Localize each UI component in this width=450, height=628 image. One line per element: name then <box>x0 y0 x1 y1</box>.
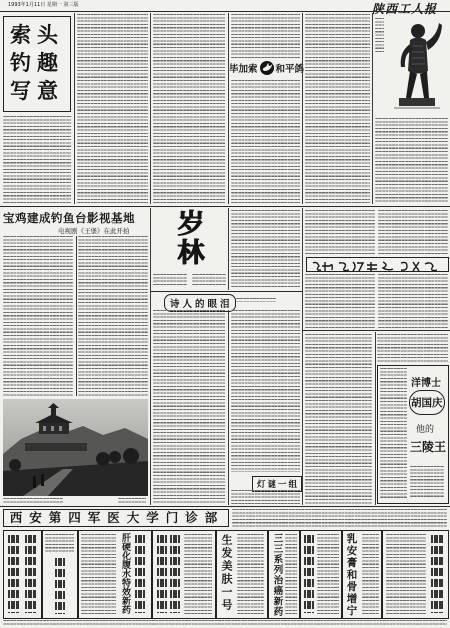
ads-rule <box>0 506 450 507</box>
date-line: 1993年1月11日 星期一 第三版 <box>8 2 79 8</box>
poet-headline: 诗人的眼泪 <box>164 294 236 312</box>
ad-text <box>81 534 116 614</box>
column-rule <box>228 13 229 204</box>
article-text <box>377 334 448 362</box>
doctor-article-text <box>380 368 407 500</box>
fishing-title-box <box>3 16 71 112</box>
column-rule <box>302 13 303 204</box>
calligraphy-banner-art <box>307 260 448 273</box>
fishing-title-row: 写意 <box>10 79 64 103</box>
picasso-headline <box>229 60 304 76</box>
doctor-feature-box <box>377 365 449 504</box>
ad-headline-art <box>8 535 19 613</box>
article-text <box>305 274 375 328</box>
column-rule <box>228 208 229 290</box>
ad-box <box>268 530 300 619</box>
ad-box <box>382 530 449 619</box>
illustration-caption <box>375 18 384 54</box>
fishing-article-text <box>3 116 71 204</box>
ad-headline-art <box>25 535 36 613</box>
ad-headline-art <box>135 535 145 613</box>
riddles-headline: 灯谜一组 <box>252 476 302 492</box>
photo-caption <box>3 498 63 503</box>
ad-box <box>152 530 216 619</box>
fishing-title-row: 钓趣 <box>10 51 64 75</box>
ad-headline-art <box>431 535 443 613</box>
column-rule <box>150 13 151 204</box>
article-text <box>378 274 448 328</box>
ad-text <box>237 534 264 614</box>
section-rule <box>150 291 302 292</box>
ad-text <box>184 534 212 614</box>
doctor-headline-4: 三陵王 <box>410 440 447 454</box>
baoji-article-text <box>78 236 148 396</box>
baoji-subhead: 电视剧《王堡》在此开拍 <box>58 227 130 235</box>
footer-line <box>3 620 447 625</box>
ad-box <box>42 530 78 619</box>
doctor-headline-1: 洋博士 <box>411 378 441 389</box>
ad-headline-art <box>304 535 314 613</box>
calligraphy-banner <box>306 257 449 272</box>
picasso-article-text <box>231 80 300 204</box>
artwork-caption <box>153 274 187 286</box>
ad-headline-art <box>55 558 65 614</box>
article-text <box>231 14 300 58</box>
column-rule <box>302 208 303 505</box>
photo-credit <box>118 498 146 503</box>
fishing-article-text <box>153 14 225 204</box>
column-rule <box>375 332 376 505</box>
cancer-ad-headline: 三三系列治癌新药 <box>271 533 283 617</box>
article-text <box>305 334 372 504</box>
ad-box <box>342 530 382 619</box>
riddles-text <box>231 490 300 504</box>
ad-text <box>317 534 339 614</box>
fishing-title-row: 索头 <box>10 23 64 47</box>
ad-text <box>386 534 426 614</box>
poet-article-text <box>153 310 225 504</box>
poet-article-text <box>231 310 300 472</box>
doctor-headline-3: 他的 <box>416 425 435 435</box>
header-rule <box>0 11 450 12</box>
clinic-contact <box>232 509 447 527</box>
article-text <box>231 210 300 288</box>
ad-headline-art <box>157 535 167 613</box>
column-rule <box>228 310 229 505</box>
ad-text <box>285 534 297 614</box>
poet-byline <box>236 298 276 302</box>
column-rule <box>372 13 373 204</box>
hair-ad-headline: 生发美肤一号 <box>220 534 233 612</box>
figure-illustration <box>386 16 446 114</box>
column-rule <box>150 208 151 505</box>
baoji-article-text <box>3 236 73 396</box>
calligraphy-char: 岁 <box>177 209 205 240</box>
liver-ad-headline: 肝硬化腹水特效新药 <box>120 533 130 614</box>
fishing-article-text <box>77 14 148 204</box>
picasso-headline-right: 和平鸽 <box>275 64 305 75</box>
calligraphy-artwork <box>160 210 222 268</box>
ad-headline-art <box>170 535 180 613</box>
picasso-article-text <box>305 14 370 204</box>
doctor-article-text <box>410 466 444 498</box>
baoji-headline: 宝鸡建成钓鱼台影视基地 <box>3 211 135 225</box>
artwork-caption <box>192 274 226 286</box>
article-text <box>375 118 448 204</box>
paper-masthead: 陕西工人报 <box>372 2 438 16</box>
column-rule <box>76 236 77 396</box>
clinic-banner: 西安第四军医大学门诊部 <box>3 509 229 527</box>
picasso-headline-left: 毕加索 <box>229 64 258 75</box>
column-rule <box>74 13 75 204</box>
calligraphy-char: 林 <box>177 238 205 269</box>
ad-box <box>216 530 268 619</box>
ad-box <box>300 530 342 619</box>
doctor-headline-name: 胡国庆 <box>409 390 445 415</box>
dove-icon <box>260 61 274 75</box>
ad-box <box>3 530 42 619</box>
film-base-photo <box>3 399 148 496</box>
section-rule <box>302 330 450 331</box>
ad-text <box>45 534 74 554</box>
ad-box <box>78 530 152 619</box>
article-text <box>378 210 448 254</box>
ad-text <box>362 534 379 614</box>
section-rule <box>0 206 450 207</box>
article-text <box>305 210 375 254</box>
breast-ad-headline: 乳安膏和骨增宁 <box>345 533 358 617</box>
